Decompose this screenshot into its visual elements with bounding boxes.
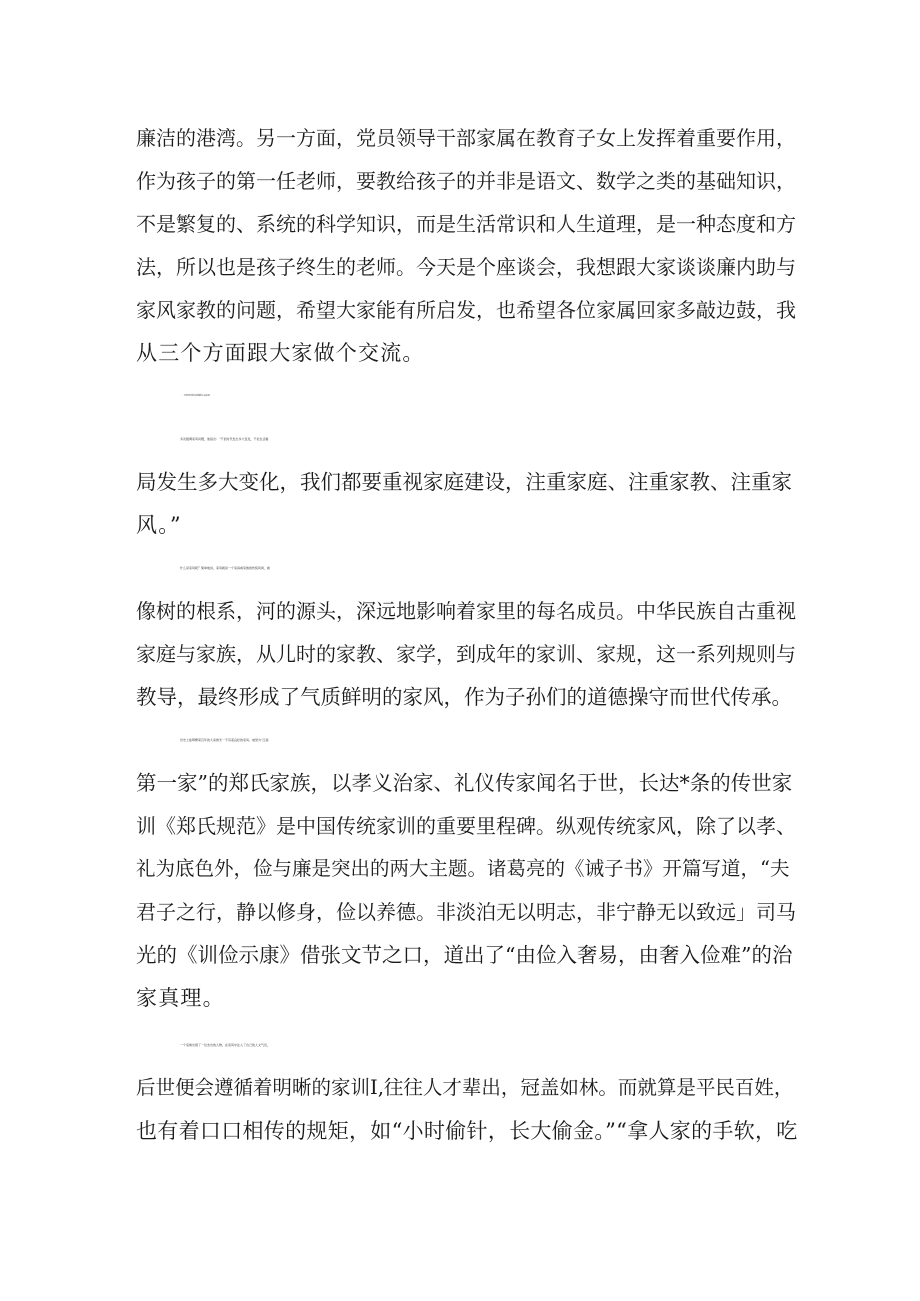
text-line: 什么是家风呢？简单地讲，家风就是一个家庭或家族的传统风尚，就 — [180, 566, 271, 570]
text-line: 家真理。 — [136, 986, 225, 1010]
section-heading: 一、好家风对家族家庭家人的影响 — [180, 395, 211, 397]
text-line: 法，所以也是孩子终生的老师。今天是个座谈会，我想跟大家谈谈廉内助与 — [136, 255, 796, 279]
text-line: 教导，最终形成了气质鲜明的家风，作为子孙们的道德操守而世代传承。 — [136, 685, 792, 709]
text-line: 风。” — [136, 513, 182, 537]
text-line: 不是繁复的、系统的科学知识，而是生活常识和人生道理，是一种态度和方 — [136, 212, 796, 236]
text-line: 多次强调家风问题，他指出：“不论时代发生多大变化，不论生活格 — [180, 437, 269, 441]
text-line: 光的《训俭示康》借张文节之口，道出了“由俭入奢易，由奢入俭难”的治 — [136, 943, 793, 967]
text-line: 后世便会遵循着明晰的家训I,往往人才辈出，冠盖如林。而就算是平民百姓， — [136, 1076, 794, 1099]
text-line: 君子之行，静以修身，俭以养德。非淡泊无以明志，非宁静无以致远」司马 — [136, 900, 796, 924]
text-line: 礼为底色外，俭与廉是突出的两大主题。诸葛亮的《诫子书》开篇写道，“夫 — [136, 857, 790, 880]
text-line: 廉洁的港湾。另一方面，党员领导干部家属在教育子女上发挥着重要作用， — [136, 126, 796, 150]
text-line: 像树的根系，河的源头，深远地影响着家里的每名成员。中华民族自古重视 — [136, 599, 796, 623]
text-line: 训《郑氏规范》是中国传统家训的重要里程碑。纵观传统家风，除了以孝、 — [136, 814, 796, 838]
text-line: 从三个方面跟大家做个交流。 — [136, 341, 425, 365]
text-line: 局发生多大变化，我们都要重视家庭建设，注重家庭、注重家教、注重家 — [136, 470, 792, 494]
text-line: 家庭与家族，从儿时的家教、家学，到成年的家训、家规，这一系列规则与 — [136, 642, 796, 666]
text-line: 第一家”的郑氏家族，以孝义治家、礼仪传家闻名于世，长达*条的传世家 — [136, 771, 793, 795]
text-line: 一个家族出现了一位杰出的人物，在家风中注入了自己的人文气息， — [180, 1043, 271, 1047]
text-line: 作为孩子的第一任老师，要教给孩子的并非是语文、数学之类的基础知识， — [136, 169, 796, 193]
text-line: 家风家教的问题，希望大家能有所启发，也希望各位家属回家多敲边鼓，我 — [136, 298, 796, 322]
text-line: 也有着口口相传的规矩，如“小时偷针，长大偷金。”“拿人家的手软，吃 — [136, 1119, 798, 1143]
text-line: 历史上能够繁荣百年的大家族无一不有着良好的家风。被誉为“江南 — [180, 738, 269, 742]
